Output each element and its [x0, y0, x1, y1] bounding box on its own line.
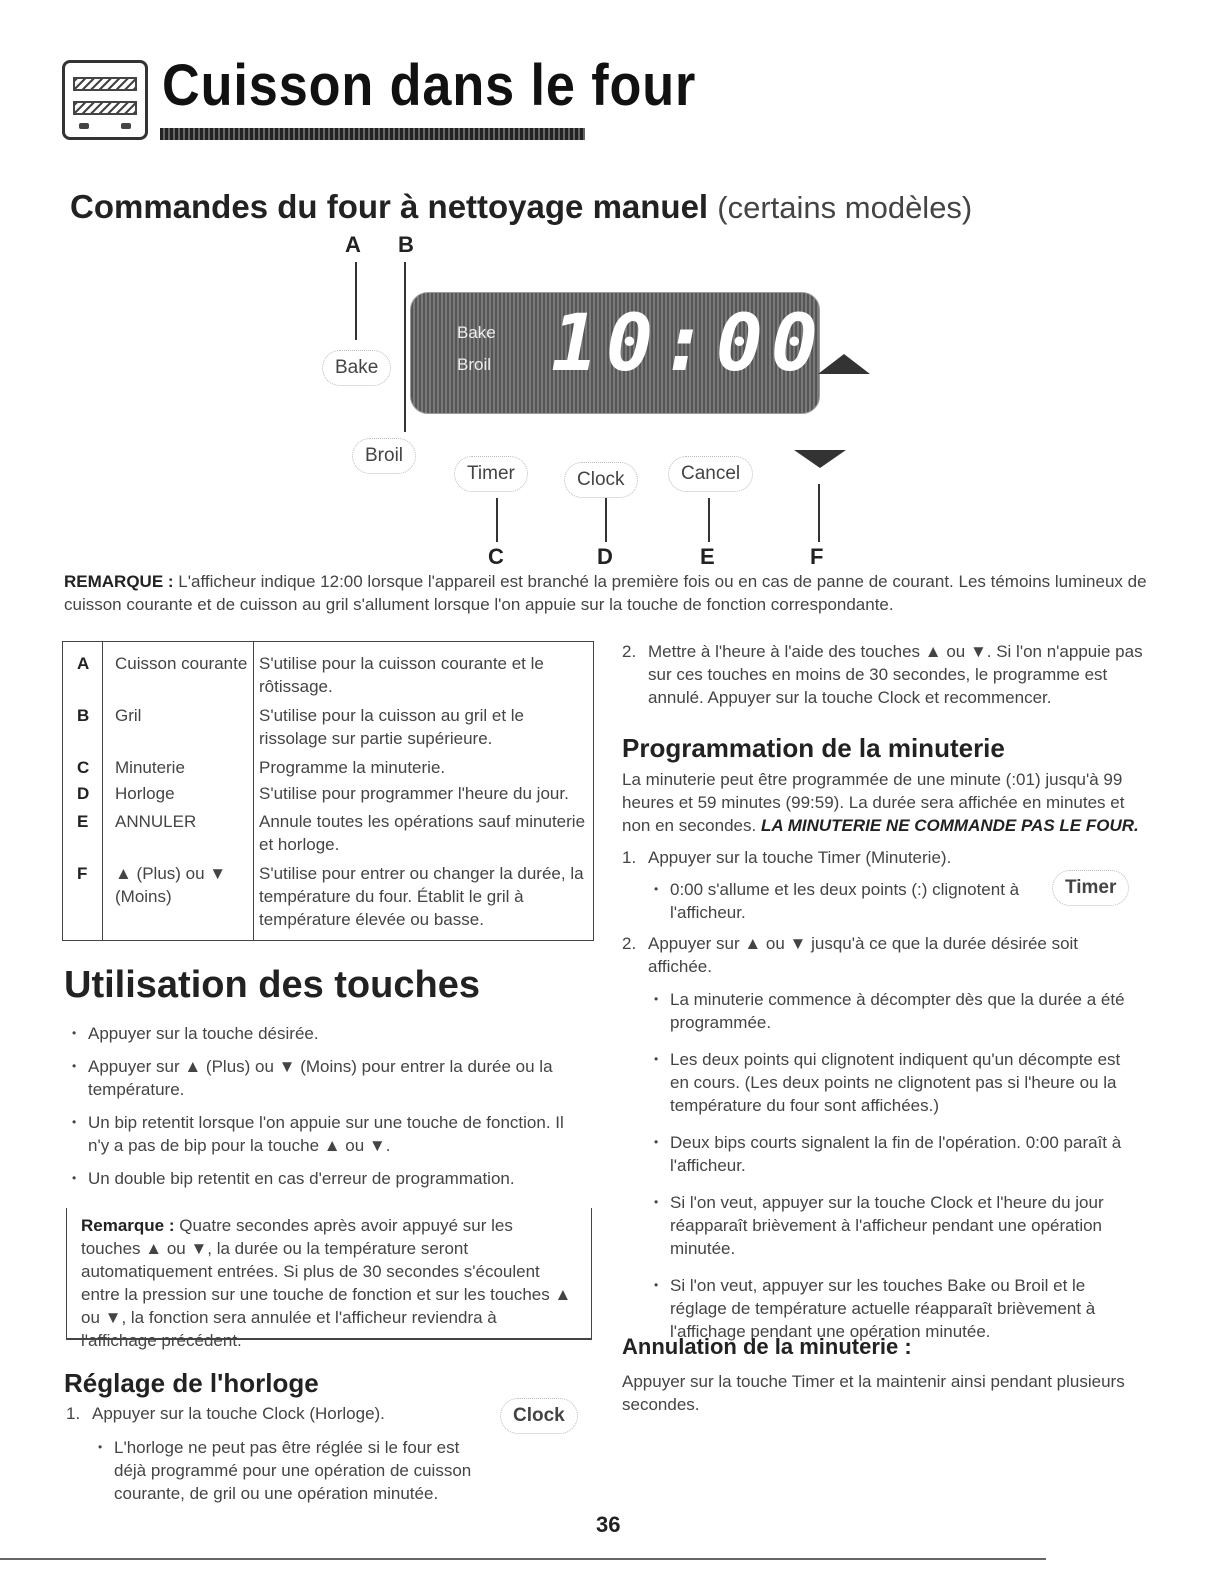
display-broil-indicator: Broil	[457, 355, 492, 374]
list-item: • Deux bips courts signalent la fin de l'opération. 0:00 paraît à l'afficheur.	[648, 1131, 1138, 1177]
title-underline	[160, 128, 585, 140]
remarque-box	[66, 1208, 592, 1350]
row-name: Gril	[115, 706, 142, 725]
section-title-text: Commandes du four à nettoyage manuel	[70, 188, 709, 225]
row-letter: F	[77, 864, 88, 883]
minuterie-step-2-bullets	[648, 988, 1138, 1357]
heading-minuterie: Programmation de la minuterie	[622, 733, 1005, 763]
down-arrow-key-icon[interactable]	[794, 450, 846, 468]
callout-line-d	[605, 498, 607, 542]
callout-b: B	[398, 232, 414, 257]
remarque-text: Quatre secondes après avoir appuyé sur les touches ▲ ou ▼, la durée ou la température seront automatiquement entrées. Si plus de 30 secondes s'écoulent entre la pression sur une touche de fonction et sur les touches ▲ ou ▼, la fonction sera annulée et l'afficheur reviendra à l'affichage précédent.	[81, 1216, 572, 1350]
horloge-step-1-bullets	[92, 1436, 482, 1515]
bake-key[interactable]: Bake	[322, 350, 391, 386]
up-arrow-key-icon[interactable]	[818, 354, 870, 374]
row-letter: A	[77, 654, 90, 673]
step-text: Mettre à l'heure à l'aide des touches ▲ ou ▼. Si l'on n'appuie pas sur ces touches en moins de 30 secondes, le programme est annulé. Appuyer sur la touche Clock et recommencer.	[648, 642, 1143, 707]
callout-d: D	[597, 544, 613, 569]
note-text: L'afficheur indique 12:00 lorsque l'appareil est branché la première fois ou en cas de panne de courant. Les témoins lumineux de cuisson courante et de cuisson au gril s'allument lorsque l'on appuie sur la touche de fonction correspondante.	[64, 572, 1147, 614]
row-letter: C	[77, 758, 90, 777]
list-item: • La minuterie commence à décompter dès que la durée a été programmée.	[648, 988, 1138, 1034]
display-time: 10:00	[551, 299, 826, 389]
callout-line-b	[404, 262, 406, 432]
list-item: • Les deux points qui clignotent indiquent qu'un décompte est en cours. (Les deux points ne clignotent pas si l'heure ou la température du four sont affichées.)	[648, 1048, 1138, 1117]
row-name: Cuisson courante	[115, 654, 248, 673]
note-remarque	[64, 570, 1149, 616]
minuterie-intro	[622, 768, 1147, 837]
row-desc: Programme la minuterie.	[259, 758, 446, 777]
list-item: • Appuyer sur ▲ (Plus) ou ▼ (Moins) pour entrer la durée ou la température.	[66, 1055, 586, 1101]
step-number: 1.	[66, 1404, 81, 1423]
list-item: • Si l'on veut, appuyer sur les touches Bake ou Broil et le réglage de température actuelle réapparaît brièvement à l'affichage pendant une opération minutée.	[648, 1274, 1138, 1343]
broil-key[interactable]: Broil	[352, 438, 416, 474]
callout-line-e	[708, 498, 710, 542]
list-item: • L'horloge ne peut pas être réglée si le four est déjà programmé pour une opération de cuisson courante, de gril ou une opération minutée.	[92, 1436, 482, 1505]
display-bake-indicator: Bake	[457, 323, 496, 342]
callout-line-c	[496, 498, 498, 542]
minuterie-step-2	[622, 932, 1122, 980]
heading-annulation: Annulation de la minuterie :	[622, 1334, 912, 1359]
list-item: • Un double bip retentit en cas d'erreur de programmation.	[66, 1167, 586, 1190]
row-letter: E	[77, 812, 89, 831]
step-number: 2.	[622, 934, 637, 953]
callout-f: F	[810, 544, 824, 569]
timer-key-icon: Timer	[1052, 870, 1129, 906]
callout-line-a	[355, 262, 357, 340]
horloge-step-1	[66, 1402, 486, 1426]
section-title	[70, 188, 972, 226]
list-item: • Un bip retentit lorsque l'on appuie sur une touche de fonction. Il n'y a pas de bip pour la touche ▲ ou ▼.	[66, 1111, 586, 1157]
heading-utilisation: Utilisation des touches	[64, 964, 480, 1006]
note-label: REMARQUE :	[64, 572, 174, 591]
row-desc: S'utilise pour la cuisson au gril et le rissolage sur partie supérieure.	[259, 706, 524, 748]
row-desc: S'utilise pour programmer l'heure du jour.	[259, 784, 569, 803]
horloge-step-2	[622, 640, 1147, 710]
oven-icon	[62, 60, 148, 140]
footer-rule	[0, 1558, 1046, 1560]
callout-c: C	[488, 544, 504, 569]
row-letter: B	[77, 706, 90, 725]
step-number: 1.	[622, 848, 637, 867]
callout-e: E	[700, 544, 715, 569]
page-title: Cuisson dans le four	[162, 53, 697, 118]
step-text: Appuyer sur ▲ ou ▼ jusqu'à ce que la durée désirée soit affichée.	[648, 934, 1079, 976]
list-item: • Appuyer sur la touche désirée.	[66, 1022, 586, 1045]
heading-horloge: Réglage de l'horloge	[64, 1368, 319, 1398]
annulation-text: Appuyer sur la touche Timer et la maintenir ainsi pendant plusieurs secondes.	[622, 1372, 1125, 1414]
callout-line-f	[818, 484, 820, 542]
controls-table	[62, 641, 594, 941]
row-desc: S'utilise pour entrer ou changer la durée, la température du four. Établit le gril à température élevée ou basse.	[259, 864, 584, 929]
row-name: Minuterie	[115, 758, 185, 777]
oven-display	[410, 292, 826, 414]
row-name: Horloge	[115, 784, 175, 803]
list-item: • 0:00 s'allume et les deux points (:) clignotent à l'afficheur.	[648, 878, 1028, 924]
step-number: 2.	[622, 642, 637, 661]
utilisation-list	[66, 1022, 586, 1200]
clock-key[interactable]: Clock	[564, 462, 638, 498]
remarque-label: Remarque :	[81, 1216, 175, 1235]
timer-key[interactable]: Timer	[454, 456, 528, 492]
row-name: ▲ (Plus) ou ▼ (Moins)	[115, 864, 227, 906]
minuterie-step-1-bullets	[648, 878, 1028, 934]
clock-key-icon: Clock	[500, 1398, 578, 1434]
cancel-key[interactable]: Cancel	[668, 456, 753, 492]
row-desc: Annule toutes les opérations sauf minuterie et horloge.	[259, 812, 586, 854]
row-name: ANNULER	[115, 812, 197, 831]
step-text: Appuyer sur la touche Timer (Minuterie).	[648, 848, 952, 867]
minuterie-step-1	[622, 846, 1042, 870]
row-desc: S'utilise pour la cuisson courante et le rôtissage.	[259, 654, 544, 696]
intro-text: La minuterie peut être programmée de une minute (:01) jusqu'à 99 heures et 59 minutes (99:59). La durée sera affichée en minutes et non en secondes.	[622, 770, 1125, 835]
step-text: Appuyer sur la touche Clock (Horloge).	[92, 1404, 385, 1423]
row-letter: D	[77, 784, 90, 803]
list-item: • Si l'on veut, appuyer sur la touche Clock et l'heure du jour réapparaît brièvement à l'afficheur pendant une opération minutée.	[648, 1191, 1138, 1260]
warning-text: LA MINUTERIE NE COMMANDE PAS LE FOUR.	[760, 816, 1139, 835]
page-number: 36	[596, 1512, 621, 1537]
callout-a: A	[345, 232, 361, 257]
section-subtitle: (certains modèles)	[717, 190, 973, 225]
